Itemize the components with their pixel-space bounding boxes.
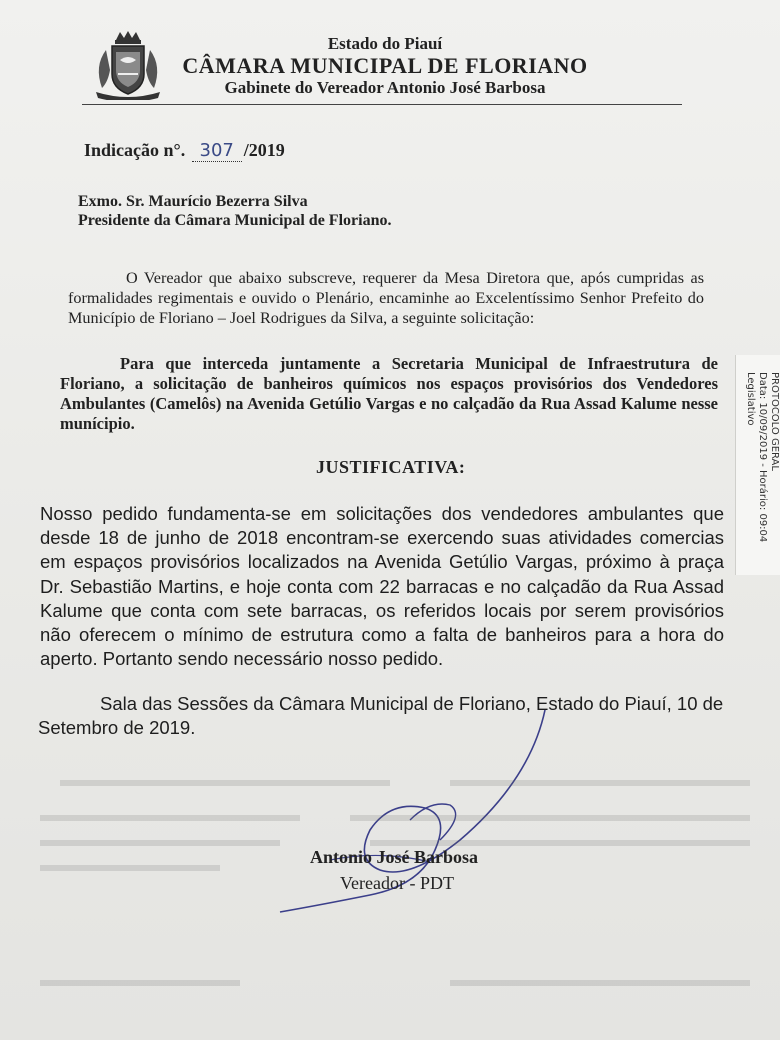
addressee-title: Presidente da Câmara Municipal de Floriano. (78, 212, 392, 229)
header-divider (82, 104, 682, 105)
justification-paragraph: Nosso pedido fundamenta-se em solicitações dos vendedores ambulantes que desde 18 de junho de 2018 encontram-se exercendo suas atividades comercias em espaços provisórios localizados na Avenida Getúlio Vargas, próximo à praça Dr. Sebastião Martins, e hoje conta com 22 barracas e no calçadão da Rua Assad Kalume que conta com sete barracas, os referidos locais por serem provisórios não oferecem o mínimo de estrutura como a falta de banheiros para a hora do aperto. Portanto sendo necessário nosso pedido. (40, 503, 724, 670)
indication-number: 307 (192, 140, 242, 162)
header-office: Gabinete do Vereador Antonio José Barbosa (224, 78, 546, 97)
signer-role: Vereador - PDT (340, 873, 454, 893)
header-state: Estado do Piauí (327, 34, 443, 53)
bleed-through-text (30, 760, 770, 1020)
protocol-stamp-line2: Data: 10/09/2019 - Horário: 09:04 (757, 372, 768, 543)
intro-paragraph (68, 268, 704, 328)
indication-label: Indicação n°. (84, 140, 186, 160)
justification-title: JUSTIFICATIVA: (316, 457, 466, 477)
protocol-stamp-line1: PROTOCOLO GERAL (769, 372, 780, 471)
header-chamber-name: CÂMARA MUNICIPAL DE FLORIANO (182, 53, 588, 78)
intro-paragraph-text: O Vereador que abaixo subscreve, requerer da Mesa Diretora que, após cumpridas as formalidades regimentais e ouvido o Plenário, encaminhe ao Excelentíssimo Senhor Prefeito do Município de Floriano – Joel Rodrigues da Silva, a seguinte solicitação: (68, 269, 704, 327)
signer-name: Antonio José Barbosa (310, 847, 479, 867)
request-paragraph-text: Para que interceda juntamente a Secretaria Municipal de Infraestrutura de Floriano, a solicitação de banheiros químicos nos espaços provisórios dos Vendedores Ambulantes (Camelôs) na Avenida Getúlio Vargas e no calçadão da Rua Assad Kalume nesse munícipio. (60, 354, 718, 433)
municipal-coat-of-arms-logo (86, 30, 170, 100)
addressee-name: Exmo. Sr. Maurício Bezerra Silva (78, 193, 308, 210)
indication-year: /2019 (243, 140, 285, 160)
indication-line (84, 140, 285, 162)
closing-paragraph-text: Sala das Sessões da Câmara Municipal de Floriano, Estado do Piauí, 10 de Setembro de 2019. (38, 693, 724, 738)
protocol-stamp-text (744, 372, 780, 562)
request-paragraph (60, 354, 718, 434)
protocol-stamp-line3: Legislativo (745, 372, 756, 426)
